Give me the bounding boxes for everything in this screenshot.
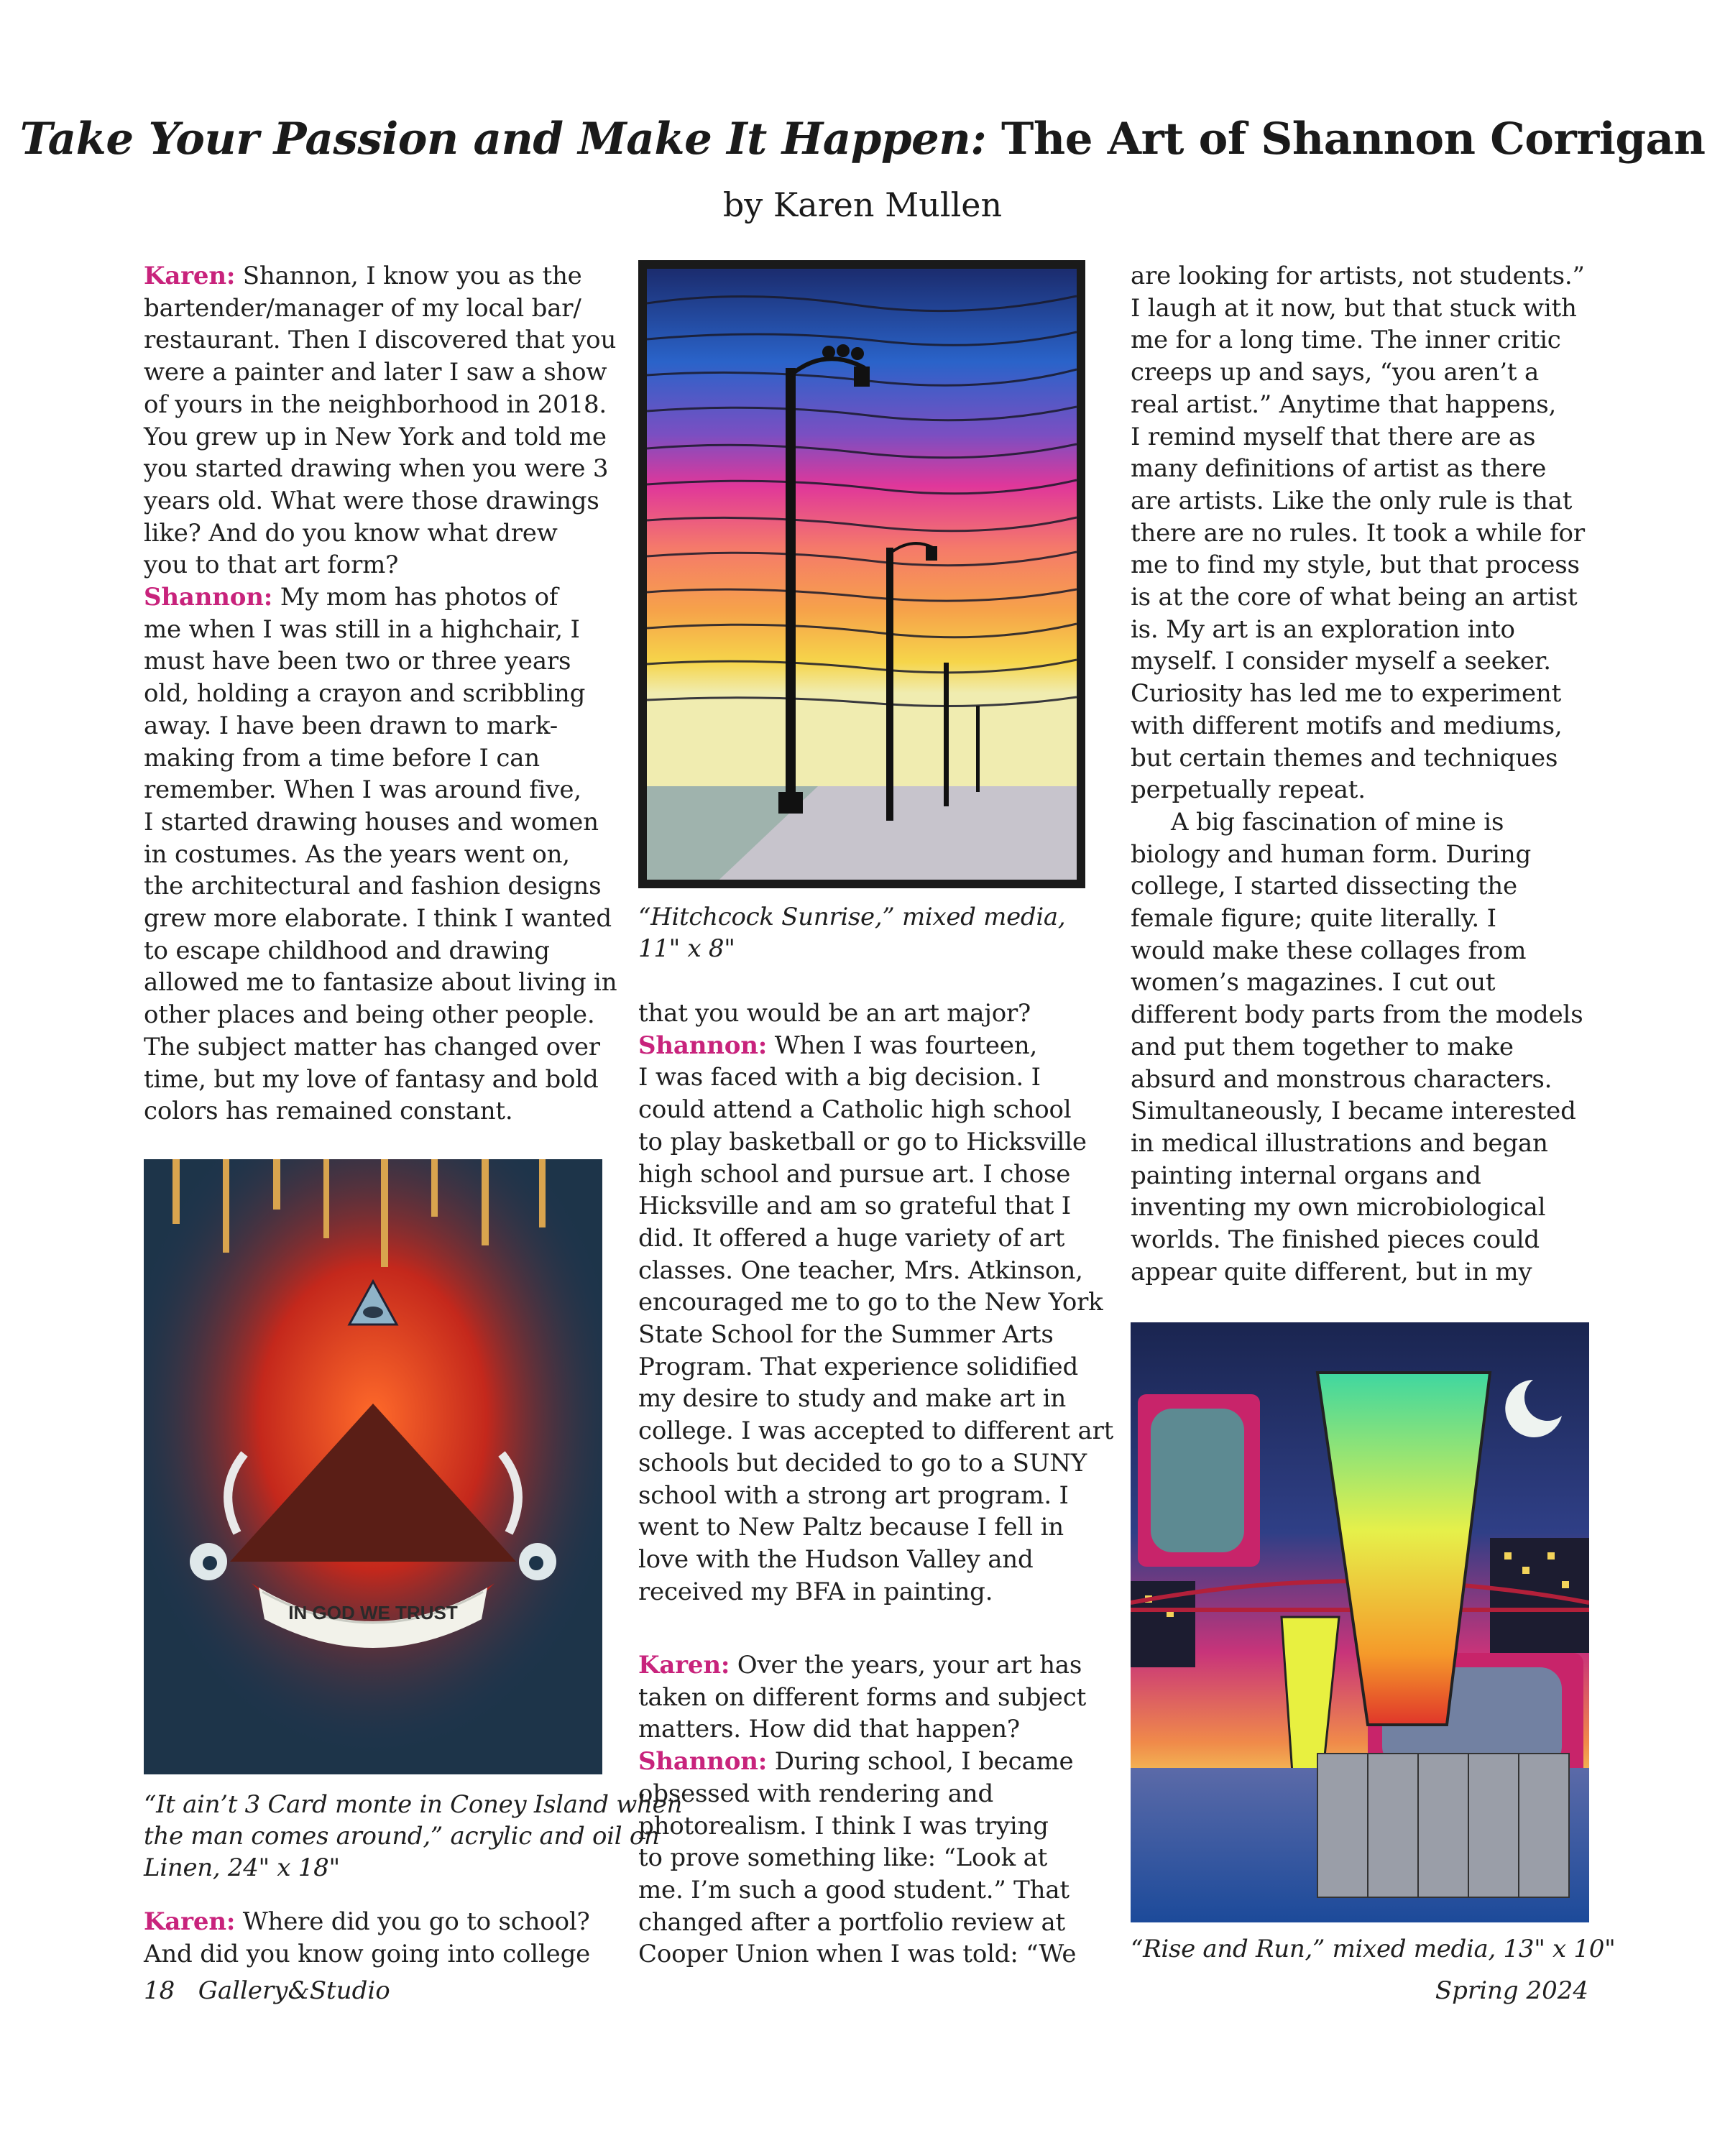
column-3-text: are looking for artists, not students.” I laugh at it now, but that stuck with me for a long time. The inner critic creeps up and says, “you aren’t a real artist.” Anytime that happens, I remind myself that there are as many definitions of artist as there are artists. Like the only rule is that there are no rules. It took a while for me to find my style, but that process is at the core of what being an artist is. My art is an exploration into myself. I consider myself a seeker. Curiosity has led me to experiment with different motifs and mediums, but certain themes and techniques perpetually repeat. A big fascination of mine is biology and human form. During college, I started dissecting the female figure; quite literally. I would make these collages from women’s magazines. I cut out different body parts from the models and put them together to make absurd and monstrous characters. Simultaneously, I became interested in medical illustrations and began painting internal organs and inventing my own microbiological worlds. The finished pieces could appear quite different, but in my <box>1131 262 1585 1286</box>
speaker-label: Karen: <box>638 1651 730 1680</box>
caption-coney-island: “It ain’t 3 Card monte in Coney Island when the man comes around,” acrylic and oil on Linen, 24" x 18" <box>144 1790 683 1882</box>
artwork-hitchcock-sunrise <box>638 260 1085 888</box>
speaker-label: Shannon: <box>638 1747 768 1777</box>
speaker-label: Shannon: <box>638 1031 768 1060</box>
title-italic-part: Take Your Passion and Make It Happen: <box>19 114 987 165</box>
page-number: 18 <box>144 1976 175 2005</box>
question-karen-2: Karen: Where did you go to school? And did you know going into college <box>144 1907 591 1968</box>
speaker-label: Karen: <box>144 1907 236 1936</box>
title-main-part: The Art of Shannon Corrigan <box>986 114 1706 165</box>
question-karen-3: Karen: Over the years, your art has taken on different forms and subject matters. How did that happen? <box>638 1651 1087 1744</box>
article-title <box>0 114 1725 165</box>
speaker-label: Shannon: <box>144 583 273 612</box>
caption-rise-and-run: “Rise and Run,” mixed media, 13" x 10" <box>1131 1935 1616 1963</box>
answer-shannon-2: Shannon: When I was fourteen, I was faced with a big decision. I could attend a Catholic high school to play basketball or go to Hicksville high school and pursue art. I chose Hicksville and am so grateful that I did. It offered a huge variety of art classes. One teacher, Mrs. Atkinson, encouraged me to go to the New York State School for the Summer Arts Program. That experience solidified my desire to study and make art in college. I was accepted to different art schools but decided to go to a SUNY school with a strong art program. I went to New Paltz because I fell in love with the Hudson Valley and received my BFA in painting. <box>638 1031 1114 1606</box>
column-2-text: that you would be an art major? Shannon: When I was fourteen, I was faced with a big decision. I could attend a Catholic high school to play basketball or go to Hicksville high school and pursue art. I chose Hicksville and am so grateful that I did. It offered a huge variety of art classes. One teacher, Mrs. Atkinson, encouraged me to go to the New York State School for the Summer Arts Program. That experience solidified my desire to study and make art in college. I was accepted to different art schools but decided to go to a SUNY school with a strong art program. I went to New Paltz because I fell in love with the Hudson Valley and received my BFA in painting. <box>638 998 1113 1608</box>
question-karen-1: Karen: Shannon, I know you as the bartender/manager of my local bar/ restaurant. Then I discovered that you were a painter and later I saw a show of yours in the neighborhood in 2018. You grew up in New York and told me you started drawing when you were 3 years old. What were those drawings like? And do you know what drew you to that art form? <box>144 262 617 580</box>
answer-shannon-1: Shannon: My mom has photos of me when I was still in a highchair, I must have been two or three years old, holding a crayon and scribbling away. I have been drawn to mark- making from a time before I can remember. When I was around five, I started drawing houses and women in costumes. As the years went on, the architectural and fashion designs grew more elaborate. I think I wanted to escape childhood and drawing allowed me to fantasize about living in other places and being other people. The subject matter has changed over time, but my love of fantasy and bold colors has remained constant. <box>144 583 617 1126</box>
artwork-coney-island-painting <box>144 1159 602 1774</box>
footer-left <box>144 1976 390 2005</box>
answer-shannon-3: Shannon: During school, I became obsessed with rendering and photorealism. I think I was trying to prove something like: “Look at me. I’m such a good student.” That changed after a portfolio review at Cooper Union when I was told: “We <box>638 1747 1077 1969</box>
speaker-label: Karen: <box>144 262 236 290</box>
caption-hitchcock-sunrise: “Hitchcock Sunrise,” mixed media, 11" x 8" <box>638 903 1066 963</box>
grin-lettering: IN GOD WE TRUST <box>288 1602 458 1623</box>
column-1 <box>144 260 617 1128</box>
issue-date: Spring 2024 <box>1435 1976 1588 2005</box>
column-2-text-lower <box>638 1649 1086 1971</box>
byline: by Karen Mullen <box>722 185 1003 224</box>
magazine-name: Gallery&Studio <box>198 1976 390 2005</box>
artwork-rise-and-run <box>1131 1322 1589 1922</box>
